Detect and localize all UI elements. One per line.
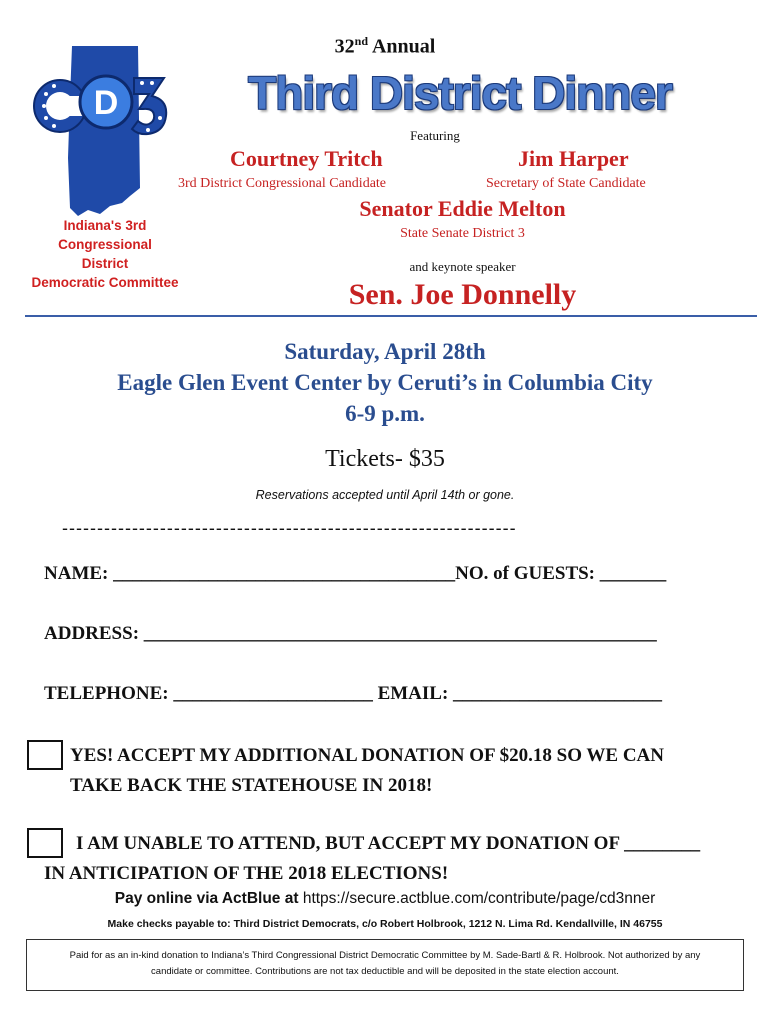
speaker-harper-name: Jim Harper bbox=[518, 146, 629, 171]
check-payable-note: Make checks payable to: Third District Democrats, c/o Robert Holbrook, 1212 N. Lima Rd. Kendallville, IN 46755 bbox=[107, 918, 663, 930]
speaker-melton-role: State Senate District 3 bbox=[400, 226, 525, 241]
cut-line: ----------------------------------------------------------------- bbox=[62, 518, 517, 538]
name-guests-field[interactable]: NAME: ____________________________________NO. of GUESTS: _______ bbox=[44, 563, 667, 584]
donation-yes-checkbox[interactable] bbox=[27, 740, 63, 770]
keynote-speaker-name: Sen. Joe Donnelly bbox=[348, 278, 577, 311]
logo-caption-line-2: Congressional bbox=[58, 237, 152, 252]
event-time: 6-9 p.m. bbox=[345, 401, 425, 426]
speaker-harper-role: Secretary of State Candidate bbox=[486, 176, 646, 191]
divider-rule bbox=[25, 315, 757, 317]
annual-number: 32 bbox=[334, 35, 355, 58]
unable-attend-text-2: IN ANTICIPATION OF THE 2018 ELECTIONS! bbox=[44, 863, 449, 884]
telephone-email-field[interactable]: TELEPHONE: _____________________ EMAIL: ______________________ bbox=[44, 683, 663, 704]
paid-for-disclaimer bbox=[26, 939, 744, 991]
keynote-intro: and keynote speaker bbox=[409, 259, 516, 274]
logo-caption-line-3: District bbox=[81, 256, 129, 271]
event-venue: Eagle Glen Event Center by Ceruti’s in Columbia City bbox=[117, 370, 653, 395]
donation-yes-text-1: YES! ACCEPT MY ADDITIONAL DONATION OF $20.18 SO WE CAN bbox=[70, 745, 665, 766]
ticket-price: Tickets- $35 bbox=[325, 446, 445, 472]
svg-text:D: D bbox=[93, 84, 119, 122]
address-field[interactable]: ADDRESS: ______________________________________________________ bbox=[44, 623, 657, 644]
reservation-note: Reservations accepted until April 14th or gone. bbox=[255, 488, 515, 502]
featuring-label: Featuring bbox=[410, 128, 460, 143]
speaker-melton-name: Senator Eddie Melton bbox=[359, 196, 566, 221]
disclaimer-line-2: candidate or committee. Contributions are not tax deductible and will be deposited in the state election account. bbox=[151, 966, 619, 977]
logo-caption-line-4: Democratic Committee bbox=[31, 275, 179, 290]
actblue-link[interactable]: https://secure.actblue.com/contribute/page/cd3nner bbox=[302, 890, 656, 907]
event-title: Third District Dinner bbox=[248, 67, 672, 119]
pay-online-line bbox=[0, 890, 770, 908]
speaker-tritch-name: Courtney Tritch bbox=[230, 146, 383, 171]
event-date: Saturday, April 28th bbox=[284, 339, 486, 364]
donation-yes-text-2: TAKE BACK THE STATEHOUSE IN 2018! bbox=[70, 775, 433, 796]
pay-online-label: Pay online via ActBlue at bbox=[114, 890, 299, 907]
disclaimer-line-1: Paid for as an in-kind donation to Indiana’s Third Congressional District Democratic Committee by M. Sade-Bartl & R. Holbrook. Not authorized by any bbox=[69, 950, 701, 961]
speaker-tritch-role: 3rd District Congressional Candidate bbox=[178, 176, 387, 191]
logo-caption-line-1: Indiana's 3rd bbox=[63, 218, 147, 233]
unable-attend-checkbox[interactable] bbox=[27, 828, 63, 858]
annual-suffix: nd bbox=[354, 34, 369, 48]
unable-attend-text-1: I AM UNABLE TO ATTEND, BUT ACCEPT MY DONATION OF ________ bbox=[76, 833, 701, 854]
annual-label bbox=[0, 34, 770, 59]
annual-word: Annual bbox=[371, 35, 436, 58]
